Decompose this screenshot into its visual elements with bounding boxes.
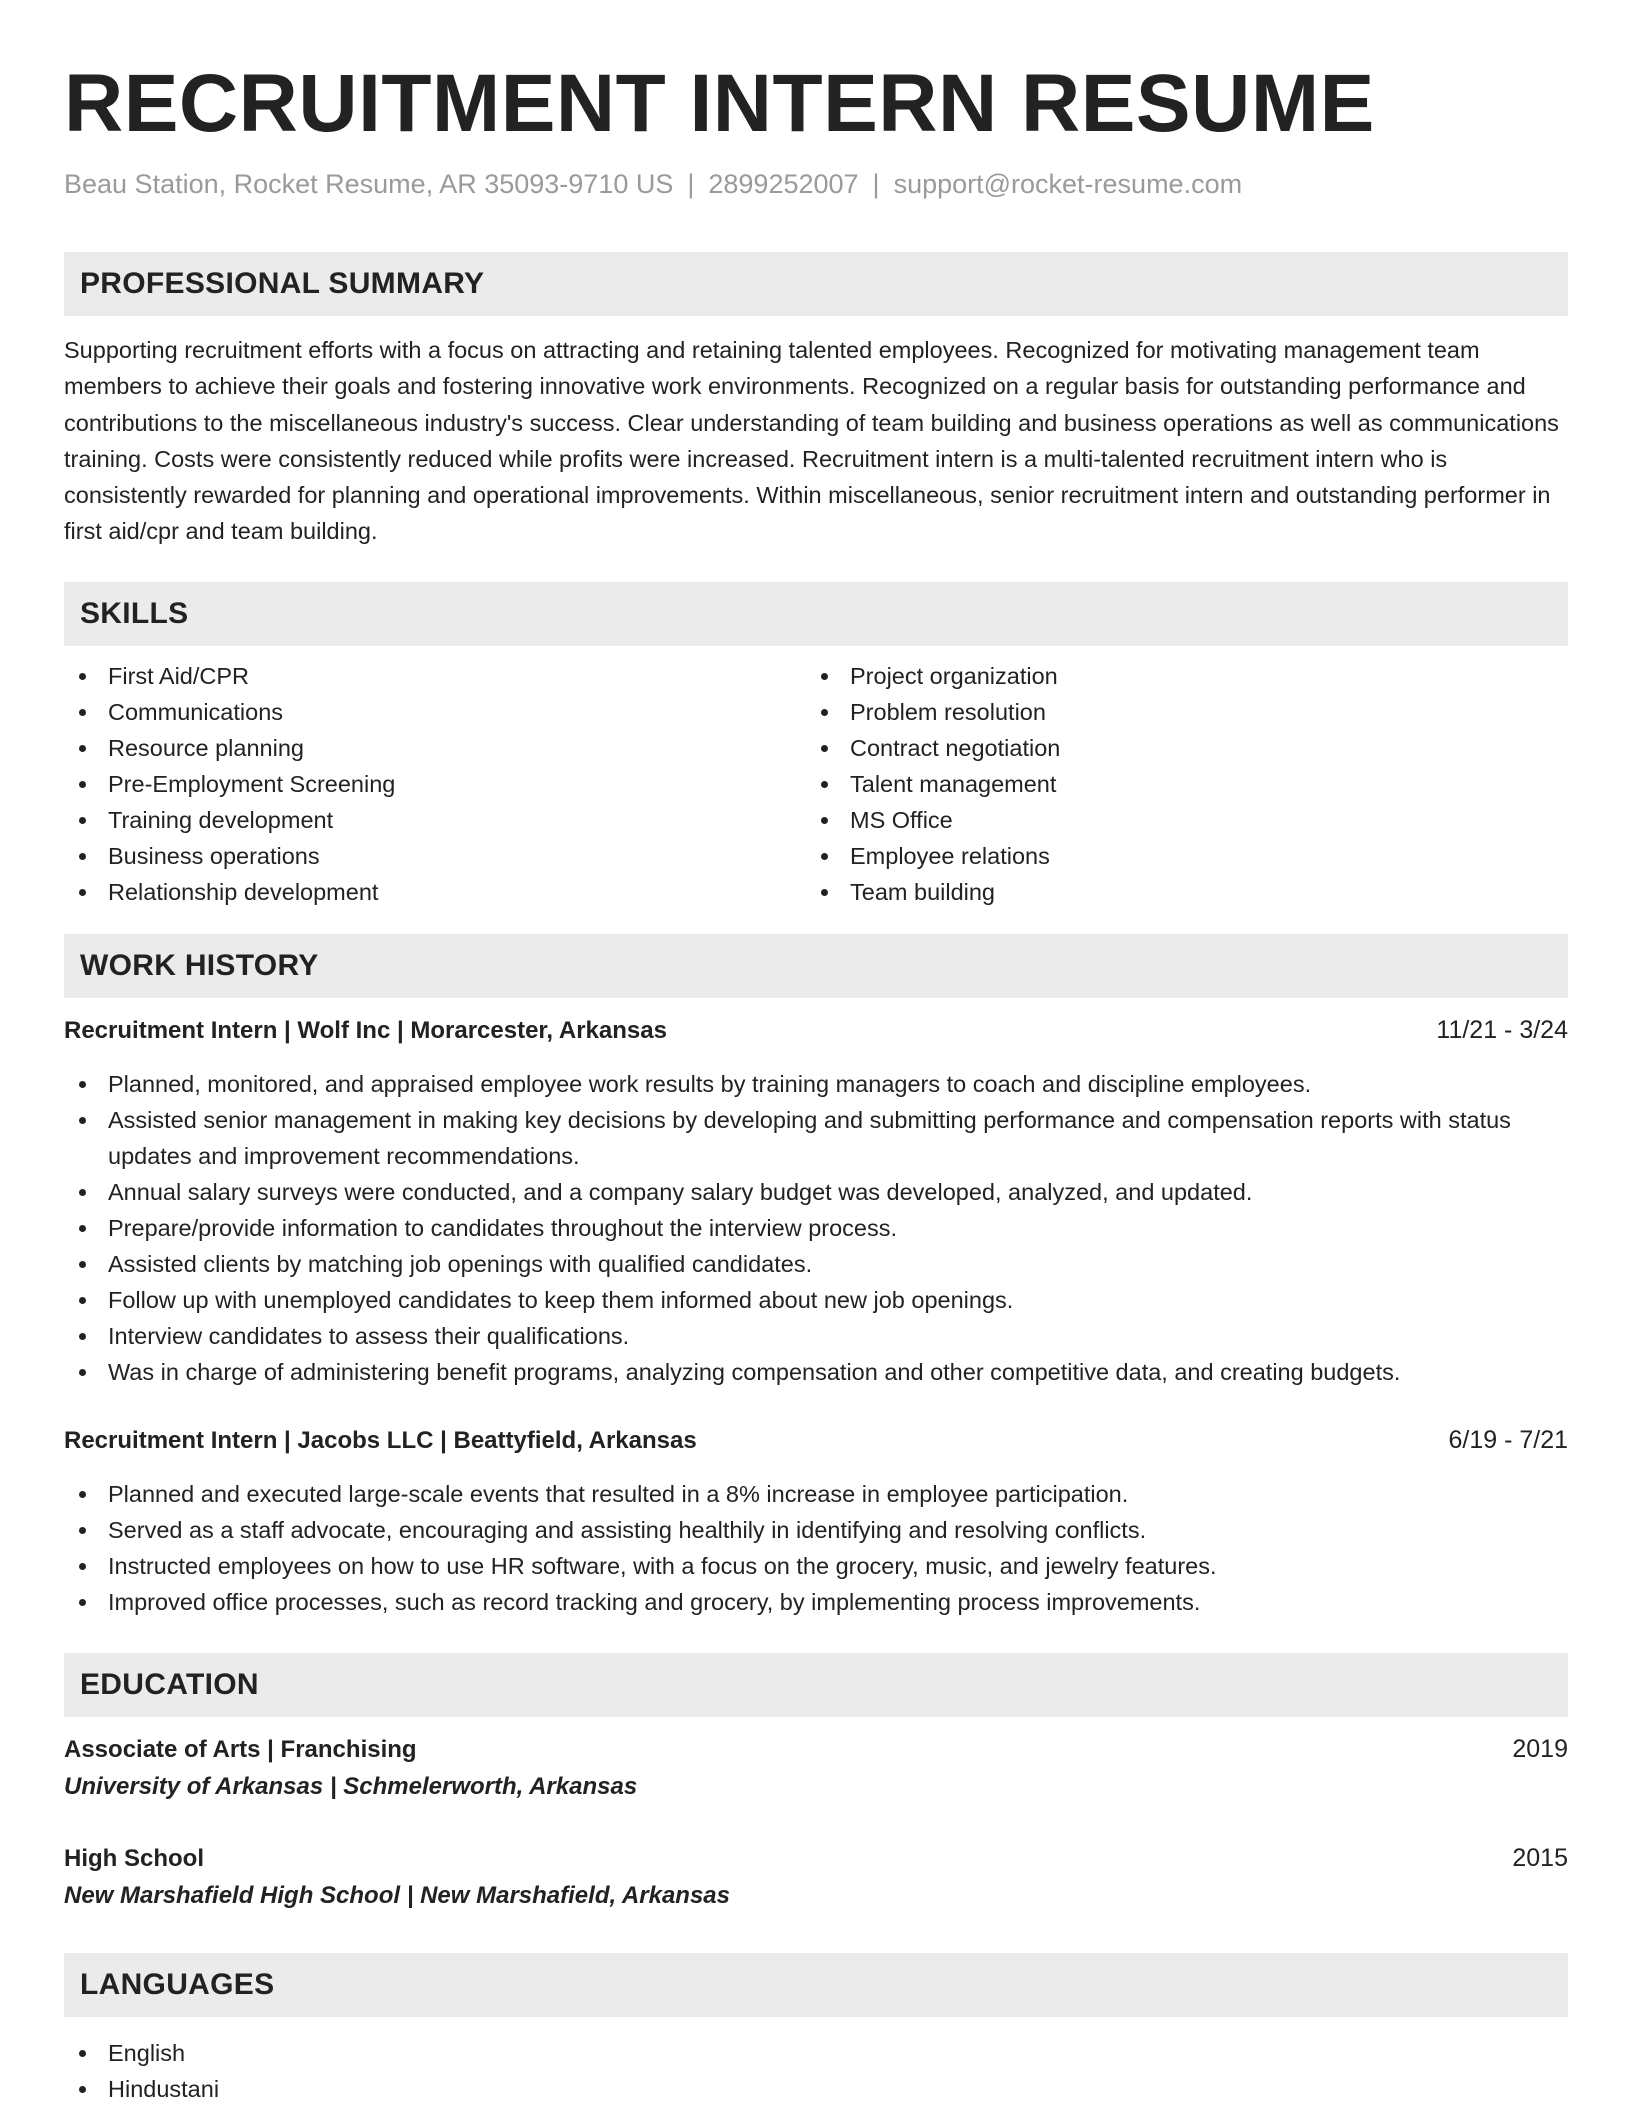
job-title: Recruitment Intern | Jacobs LLC | Beattyfield, Arkansas xyxy=(64,1426,697,1454)
skill-item: Team building xyxy=(806,874,1548,910)
education-degree: High School xyxy=(64,1844,204,1872)
job-entry xyxy=(64,1012,1568,1390)
skill-item: Communications xyxy=(64,694,806,730)
summary-section xyxy=(64,252,1568,550)
contact-email: support@rocket-resume.com xyxy=(893,169,1243,199)
section-heading-education: EDUCATION xyxy=(64,1653,1568,1717)
education-header xyxy=(64,1840,1568,1877)
job-duty: Improved office processes, such as record tracking and grocery, by implementing process improvements. xyxy=(64,1584,1568,1620)
job-title: Recruitment Intern | Wolf Inc | Morarcester, Arkansas xyxy=(64,1016,667,1044)
education-degree: Associate of Arts | Franchising xyxy=(64,1735,417,1763)
section-heading-summary: PROFESSIONAL SUMMARY xyxy=(64,252,1568,316)
skills-list-left xyxy=(64,658,806,910)
skills-section xyxy=(64,582,1568,910)
skill-item: Contract negotiation xyxy=(806,730,1548,766)
job-duty: Planned, monitored, and appraised employee work results by training managers to coach and discipline employees. xyxy=(64,1066,1568,1102)
job-duty: Served as a staff advocate, encouraging and assisting healthily in identifying and resolving conflicts. xyxy=(64,1512,1568,1548)
education-school: University of Arkansas | Schmelerworth, Arkansas xyxy=(64,1772,638,1800)
job-duty: Annual salary surveys were conducted, and a company salary budget was developed, analyzed, and updated. xyxy=(64,1174,1568,1210)
job-duty: Follow up with unemployed candidates to keep them informed about new job openings. xyxy=(64,1282,1568,1318)
education-entry xyxy=(64,1840,1568,1915)
skill-item: Project organization xyxy=(806,658,1548,694)
skill-item: Problem resolution xyxy=(806,694,1548,730)
contact-separator: | xyxy=(872,169,880,199)
skills-list-right xyxy=(806,658,1548,910)
skill-item: Talent management xyxy=(806,766,1548,802)
skill-item: Employee relations xyxy=(806,838,1548,874)
section-heading-work-history: WORK HISTORY xyxy=(64,934,1568,998)
job-duties-list xyxy=(64,1066,1568,1390)
languages-list xyxy=(64,2035,1568,2107)
education-section xyxy=(64,1653,1568,1915)
skill-item: MS Office xyxy=(806,802,1548,838)
skill-item: Relationship development xyxy=(64,874,806,910)
education-year: 2015 xyxy=(1512,1843,1568,1872)
job-duty: Prepare/provide information to candidates throughout the interview process. xyxy=(64,1210,1568,1246)
job-entry xyxy=(64,1422,1568,1620)
work-history-section xyxy=(64,934,1568,1620)
education-entry xyxy=(64,1731,1568,1806)
job-duty: Assisted senior management in making key decisions by developing and submitting performance and compensation reports with status updates and improvement recommendations. xyxy=(64,1102,1568,1174)
language-item: English xyxy=(64,2035,1568,2071)
skill-item: Training development xyxy=(64,802,806,838)
language-item: Hindustani xyxy=(64,2071,1568,2107)
skill-item: Pre-Employment Screening xyxy=(64,766,806,802)
skills-columns xyxy=(64,658,1568,910)
job-duty: Instructed employees on how to use HR software, with a focus on the grocery, music, and jewelry features. xyxy=(64,1548,1568,1584)
education-header xyxy=(64,1731,1568,1768)
education-school: New Marshafield High School | New Marshafield, Arkansas xyxy=(64,1881,730,1909)
skill-item: Resource planning xyxy=(64,730,806,766)
skill-item: Business operations xyxy=(64,838,806,874)
job-header xyxy=(64,1422,1568,1459)
languages-section xyxy=(64,1953,1568,2107)
resume-title: RECRUITMENT INTERN RESUME xyxy=(64,58,1375,149)
contact-separator: | xyxy=(687,169,695,199)
job-dates: 11/21 - 3/24 xyxy=(1436,1015,1568,1044)
contact-phone: 2899252007 xyxy=(708,169,859,199)
section-heading-skills: SKILLS xyxy=(64,582,1568,646)
job-duty: Planned and executed large-scale events that resulted in a 8% increase in employee participation. xyxy=(64,1476,1568,1512)
section-heading-languages: LANGUAGES xyxy=(64,1953,1568,2017)
job-header xyxy=(64,1012,1568,1049)
contact-line xyxy=(64,166,1568,202)
skill-item: First Aid/CPR xyxy=(64,658,806,694)
job-duty: Was in charge of administering benefit programs, analyzing compensation and other competitive data, and creating budgets. xyxy=(64,1354,1568,1390)
job-duty: Assisted clients by matching job openings with qualified candidates. xyxy=(64,1246,1568,1282)
contact-address: Beau Station, Rocket Resume, AR 35093-9710 US xyxy=(64,169,674,199)
job-duties-list xyxy=(64,1476,1568,1620)
summary-text: Supporting recruitment efforts with a focus on attracting and retaining talented employees. Recognized for motivating management team members to achieve their goals and fostering innovative work environments. Recognized on a regular basis for outstanding performance and contributions to the miscellaneous industry's success. Clear understanding of team building and business operations as well as communications training. Costs were consistently reduced while profits were increased. Recruitment intern is a multi-talented recruitment intern who is consistently rewarded for planning and operational improvements. Within miscellaneous, senior recruitment intern and outstanding performer in first aid/cpr and team building. xyxy=(64,337,1559,545)
job-dates: 6/19 - 7/21 xyxy=(1448,1425,1568,1454)
job-duty: Interview candidates to assess their qualifications. xyxy=(64,1318,1568,1354)
education-year: 2019 xyxy=(1512,1734,1568,1763)
